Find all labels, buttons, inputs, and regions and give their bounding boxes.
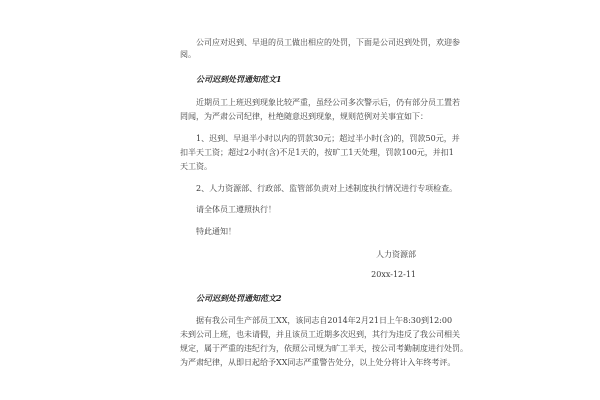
notice-1-closing-1: 请全体员工遵照执行！ xyxy=(196,205,276,214)
notice-2-line-2: 未到公司上班，也未请假，并且该员工近期多次迟到，其行为违反了我公司相关 xyxy=(180,330,460,339)
notice-1-item-1-line-2: 扣半天工资；超过2小时(含)不足1天的，按旷工1天处理，罚款100元，并扣1 xyxy=(180,148,454,157)
intro-line-2: 阅。 xyxy=(180,50,196,59)
notice-2-line-3: 规定，属于严重的违纪行为，依照公司规为旷工半天，按公司考勤制度进行处罚。 xyxy=(180,344,468,353)
notice-1-para-line-2: 罔闻，为严肃公司纪律，杜绝随意迟到现象，规则范例对关事宜如下： xyxy=(180,112,428,121)
intro-line-1: 公司应对迟到、早退的员工做出相应的处罚，下面是公司迟到处罚，欢迎参 xyxy=(196,38,460,47)
notice-1-item-2: 2、人力资源部、行政部、监管部负责对上述制度执行情况进行专项检查。 xyxy=(196,184,458,193)
notice-1-title: 公司迟到处罚通知范文1 xyxy=(196,74,282,84)
notice-1-date: 20xx-12-11 xyxy=(371,270,416,279)
notice-2-line-1: 据有我公司生产部员工XX，该同志自2014年2月21日上午8:30到12:00 xyxy=(196,316,453,325)
notice-1-closing-2: 特此通知！ xyxy=(196,227,236,236)
notice-1-item-1-line-1: 1、迟到、早退半小时以内的罚款30元；超过半小时(含)的，罚款50元，并 xyxy=(196,134,460,143)
notice-2-title: 公司迟到处罚通知范文2 xyxy=(196,293,282,303)
notice-1-item-1-line-3: 天工资。 xyxy=(180,162,212,171)
notice-2-line-4: 为严肃纪律，从即日起给予XX同志严重警告处分，以上处分将计入年终考评。 xyxy=(180,358,456,367)
notice-1-signature: 人力资源部 xyxy=(376,250,416,259)
notice-1-para-line-1: 近期员工上班迟到现象比较严重，虽经公司多次警示后，仍有部分员工置若 xyxy=(196,98,460,107)
